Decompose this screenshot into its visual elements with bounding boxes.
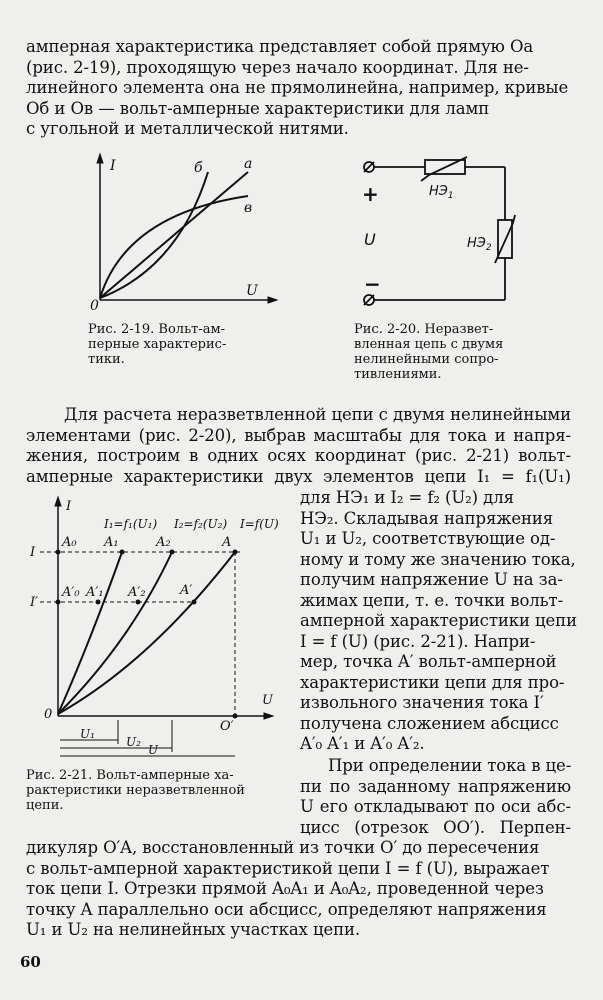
figure-2-20-circuit (355, 155, 530, 315)
figure-2-21 (30, 492, 292, 760)
fig19-y-label: I (110, 158, 116, 174)
caption-line: Рис. 2-21. Вольт-амперные ха- (26, 768, 234, 783)
text-line: цисс (отрезок OO′). Перпен- (300, 817, 571, 837)
fig21-A0-label: A₀ (62, 535, 77, 550)
figure-2-19-caption (88, 322, 276, 367)
caption-line: перные характерис- (88, 337, 227, 352)
text-line: При определении тока в це- (328, 756, 572, 775)
text-line: U₁ и U₂, соответствующие од- (300, 529, 556, 548)
point-A1-prime (96, 600, 101, 605)
text-line: ток цепи I. Отрезки прямой A₀A₁ и A₀A₂, проведенной через (26, 879, 544, 898)
text-line: ному и тому же значению тока, (300, 549, 576, 569)
caption-line: вленная цепь с двумя (354, 337, 504, 352)
fig21-A0-prime-label: A′₀ (62, 585, 80, 600)
point-A2-prime (136, 600, 141, 605)
caption-line: тики. (88, 352, 125, 367)
fig21-A1-prime-label: A′₁ (86, 585, 104, 600)
text-line: I = f (U) (рис. 2-21). Напри- (300, 631, 536, 651)
caption-line: Рис. 2-20. Неразвет- (354, 322, 494, 337)
text-line: НЭ₂. Складывая напряжения (300, 508, 554, 528)
text-line: A′₀ A′₁ и A′₀ A′₂. (300, 734, 425, 753)
y-axis-arrow (97, 154, 103, 163)
fig19-curve-a-label: а (244, 156, 253, 172)
text-line: Для расчета неразветвленной цепи с двумя нелинейными (64, 405, 571, 424)
figure-2-21-caption (26, 768, 276, 813)
fig21-curve3-label: I=f(U) (240, 517, 279, 531)
text-line: U его откладывают по оси абс- (300, 797, 571, 816)
figure-2-20 (355, 155, 530, 315)
caption-line: нелинейными сопро- (354, 352, 499, 367)
text-line: мер, точка A′ вольт-амперной (300, 652, 557, 671)
fig21-curve2-label: I₂=f₂(U₂) (174, 517, 228, 531)
fig19-curve-v-label: в (244, 200, 253, 216)
voltage-label: U (364, 230, 376, 249)
figure-2-19 (78, 150, 278, 310)
text-line: Об и Ов — вольт-амперные характеристики для ламп (26, 98, 490, 118)
text-line: точку A параллельно оси абсцисс, определяют напряжения (26, 899, 547, 919)
paragraph-3 (26, 838, 571, 941)
caption-line: Рис. 2-19. Вольт-ам- (88, 322, 225, 337)
figure-2-21-graph (30, 492, 292, 760)
text-line: (рис. 2-19), проходящую через начало координат. Для не- (26, 57, 529, 77)
fig19-origin-label: 0 (90, 298, 99, 310)
point-A0 (56, 550, 61, 555)
point-A1 (120, 550, 125, 555)
text-line: жения, построим в одних осях координат (рис. 2-21) вольт- (26, 446, 571, 465)
fig21-y-label: I (66, 499, 72, 514)
fig21-A2-prime-label: A′₂ (128, 585, 146, 600)
fig21-A1-label: A₁ (104, 535, 119, 550)
fig21-O-prime-label: O′ (220, 719, 234, 734)
caption-line: тивлениями. (354, 367, 442, 382)
x-axis-arrow (268, 297, 277, 303)
text-line: амперной характеристики цепи (300, 611, 577, 630)
point-A2 (170, 550, 175, 555)
text-line: линейного элемента она не прямолинейна, например, кривые (26, 78, 569, 97)
text-line: извольного значения тока I′ (300, 693, 544, 712)
text-line: получена сложением абсцисс (300, 713, 559, 733)
paragraph-1 (26, 37, 571, 140)
curve-I2 (58, 552, 172, 714)
curve-I1 (58, 552, 122, 714)
curve-a (100, 172, 248, 298)
text-line: амперная характеристика представляет собой прямую Оа (26, 37, 534, 56)
fig21-curve1-label: I₁=f₁(U₁) (104, 517, 158, 531)
fig19-x-label: U (246, 283, 258, 299)
caption-line: цепи. (26, 798, 64, 813)
fig21-A-prime-label: A′ (180, 583, 193, 598)
y-axis-arrow (55, 497, 61, 506)
x-axis-arrow (264, 713, 273, 719)
text-line: дикуляр O′A, восстановленный из точки O′ до пересечения (26, 838, 540, 857)
text-line: U₁ и U₂ на нелинейных участках цепи. (26, 920, 361, 939)
fig19-curve-b-label: б (194, 160, 203, 176)
text-line: амперные характеристики двух элементов цепи I₁ = f₁(U₁) (26, 466, 571, 486)
text-line: пи по заданному напряжению (300, 776, 571, 796)
figure-2-19-graph (78, 150, 278, 310)
minus-sign: − (364, 272, 381, 296)
fig21-U-label: U (148, 743, 159, 757)
text-line: элементами (рис. 2-20), выбрав масштабы для тока и напря- (26, 425, 571, 445)
figure-2-20-caption (354, 322, 526, 382)
curve-v (100, 196, 248, 298)
paragraph-3-side (300, 756, 571, 838)
element-2-label: $НЭ_2$ (467, 236, 492, 253)
text-line: характеристики цепи для про- (300, 672, 565, 692)
fig21-x-label: U (262, 693, 273, 708)
caption-line: рактеристики неразветвленной (26, 783, 245, 798)
page-number: 60 (20, 953, 41, 971)
point-A-prime (192, 600, 197, 605)
text-line: жимах цепи, т. е. точки вольт- (300, 590, 564, 610)
point-O-prime (233, 714, 238, 719)
curve-I (58, 552, 235, 714)
text-line: получим напряжение U на за- (300, 570, 563, 589)
fig21-I-level-label: I (30, 545, 36, 560)
point-A0-prime (56, 600, 61, 605)
fig21-origin-label: 0 (44, 707, 53, 722)
plus-sign: + (362, 182, 379, 206)
text-line: с вольт-амперной характеристикой цепи I = f (U), выражает (26, 858, 550, 878)
element-1-label: $НЭ_1$ (429, 184, 454, 201)
curve-b (100, 172, 208, 298)
paragraph-2 (26, 405, 571, 487)
fig21-A-label: A (222, 535, 232, 550)
fig21-U2-label: U₂ (126, 735, 141, 749)
paragraph-2-side (300, 488, 577, 755)
text-line: с угольной и металлической нитями. (26, 119, 349, 138)
fig21-A2-label: A₂ (156, 535, 171, 550)
fig21-U1-label: U₁ (80, 727, 95, 741)
point-A (233, 550, 238, 555)
text-line: для НЭ₁ и I₂ = f₂ (U₂) для (300, 488, 514, 507)
fig21-I-prime-level-label: I′ (30, 595, 39, 610)
